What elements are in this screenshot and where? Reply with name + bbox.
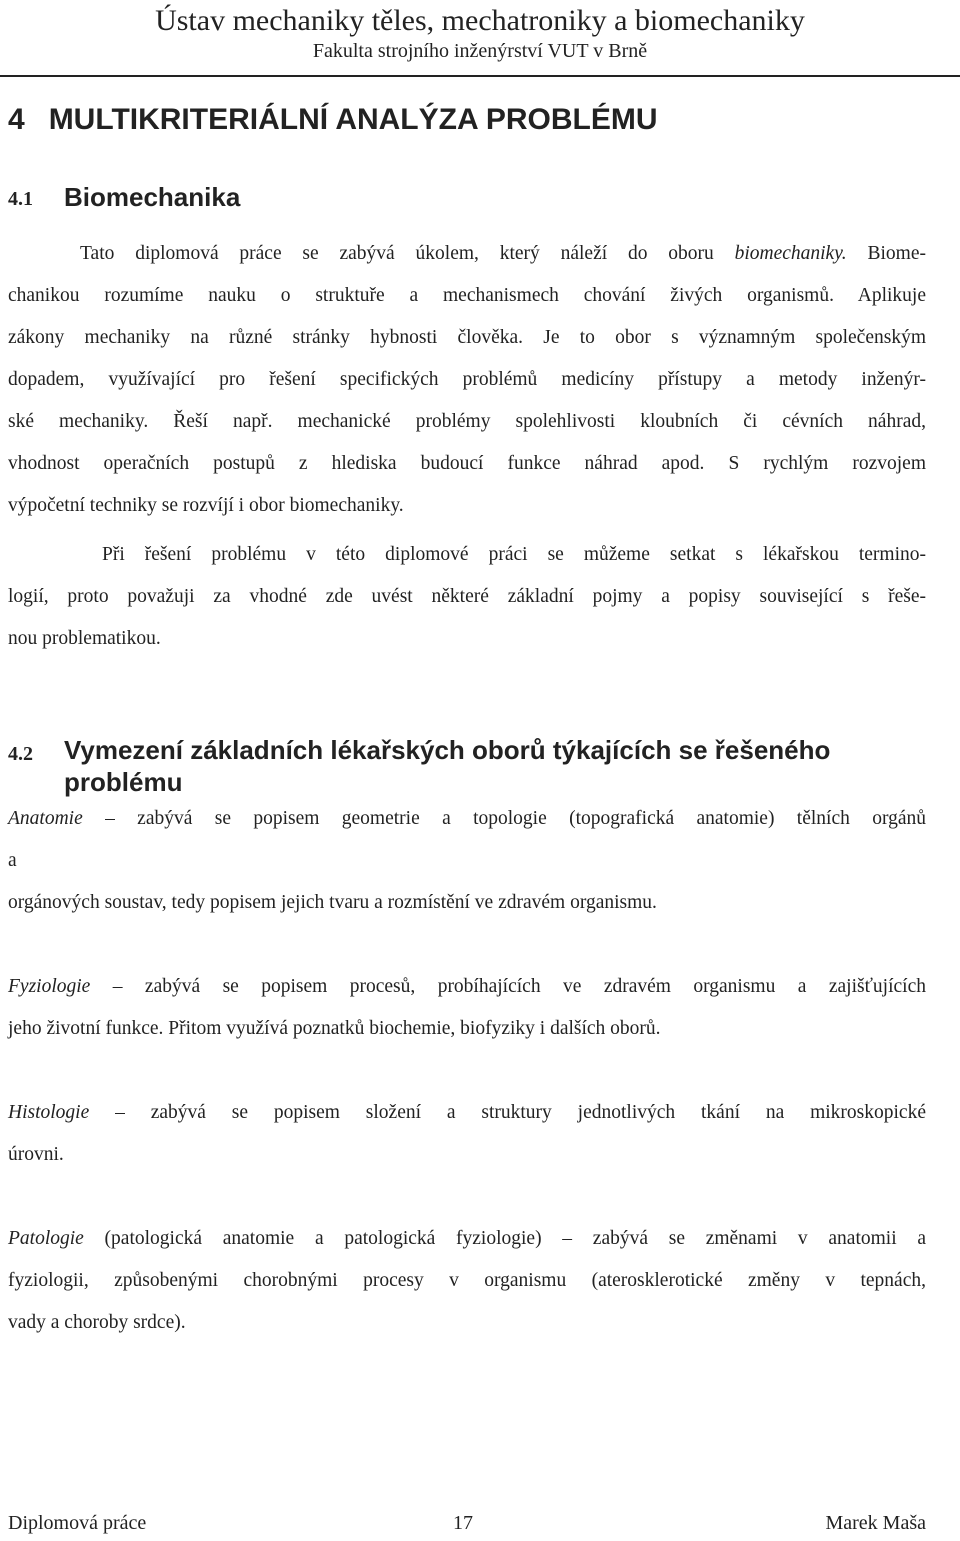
definition-histologie <box>8 1092 926 1176</box>
definition-patologie <box>8 1218 926 1344</box>
section-heading-4-1 <box>8 182 926 214</box>
section-heading-4-2 <box>8 735 926 799</box>
term-anatomie: Anatomie <box>8 808 83 829</box>
paragraph-terminologie <box>8 534 926 660</box>
section-title: Biomechanika <box>64 182 241 212</box>
paragraph-line: Při řešení problému v této diplomové práci se můžeme setkat s lékařskou termino- <box>102 544 926 565</box>
paragraph-line: zákony mechaniky na různé stránky hybnosti člověka. Je to obor s významným společenským <box>8 327 926 348</box>
paragraph-line: nou problematikou. <box>8 628 161 649</box>
footer-author: Marek Maša <box>825 1512 926 1534</box>
header-faculty: Fakulta strojního inženýrství VUT v Brně <box>312 40 648 62</box>
term-histologie: Histologie <box>8 1102 90 1123</box>
definition-anatomie <box>8 798 926 924</box>
section-title-line: problému <box>64 767 183 797</box>
page-number: 17 <box>453 1512 473 1534</box>
header-institute: Ústav mechaniky těles, mechatroniky a biomechaniky <box>155 4 805 37</box>
paragraph-line: ské mechaniky. Řeší např. mechanické problémy spolehlivosti kloubních či cévních náhrad, <box>8 411 926 432</box>
section-number: 4.2 <box>8 743 33 765</box>
chapter-number: 4 <box>8 103 25 136</box>
paragraph-line: Tato diplomová práce se zabývá úkolem, který náleží do oboru biomechaniky. Biome- <box>80 243 926 264</box>
definition-line: Histologie – zabývá se popisem složení a struktury jednotlivých tkání na mikroskopické <box>8 1102 926 1123</box>
section-number: 4.1 <box>8 188 33 210</box>
definition-line: a <box>8 850 17 871</box>
definition-line: Fyziologie – zabývá se popisem procesů, probíhajících ve zdravém organismu a zajišťujících <box>8 976 926 997</box>
paragraph-line: výpočetní techniky se rozvíjí i obor biomechaniky. <box>8 495 404 516</box>
definition-line: jeho životní funkce. Přitom využívá poznatků biochemie, biofyziky i dalších oborů. <box>8 1018 661 1039</box>
chapter-title: MULTIKRITERIÁLNÍ ANALÝZA PROBLÉMU <box>48 103 658 136</box>
term-fyziologie: Fyziologie <box>8 976 91 997</box>
page-footer <box>8 1508 926 1538</box>
paragraph-line: logií, proto považuji za vhodné zde uvést některé základní pojmy a popisy související s řeše- <box>8 586 926 607</box>
term-patologie: Patologie <box>8 1228 84 1249</box>
paragraph-line: vhodnost operačních postupů z hlediska budoucí funkce náhrad apod. S rychlým rozvojem <box>8 453 926 474</box>
chapter-heading <box>8 100 658 140</box>
definition-line: fyziologii, způsobenými chorobnými procesy v organismu (aterosklerotické změny v tepnách, <box>8 1270 926 1291</box>
definition-line: vady a choroby srdce). <box>8 1312 186 1333</box>
definition-line: úrovni. <box>8 1144 64 1165</box>
paragraph-biomechanika <box>8 233 926 527</box>
paragraph-line: dopadem, využívající pro řešení specifických problémů medicíny přístupy a metody inženýr- <box>8 369 926 390</box>
emphasis-biomechaniky: biomechaniky. <box>734 243 847 264</box>
definition-line: orgánových soustav, tedy popisem jejich tvaru a rozmístění ve zdravém organismu. <box>8 892 657 913</box>
definition-line: Anatomie – zabývá se popisem geometrie a topologie (topografická anatomie) tělních orgánů <box>8 808 926 829</box>
section-title-line: Vymezení základních lékařských oborů týkajících se řešeného <box>64 735 831 765</box>
paragraph-line: chanikou rozumíme nauku o struktuře a mechanismech chování živých organismů. Aplikuje <box>8 285 926 306</box>
definition-fyziologie <box>8 966 926 1050</box>
header-divider <box>0 75 960 77</box>
definition-line: Patologie (patologická anatomie a patologická fyziologie) – zabývá se změnami v anatomii a <box>8 1228 926 1249</box>
footer-document-type: Diplomová práce <box>8 1512 147 1534</box>
